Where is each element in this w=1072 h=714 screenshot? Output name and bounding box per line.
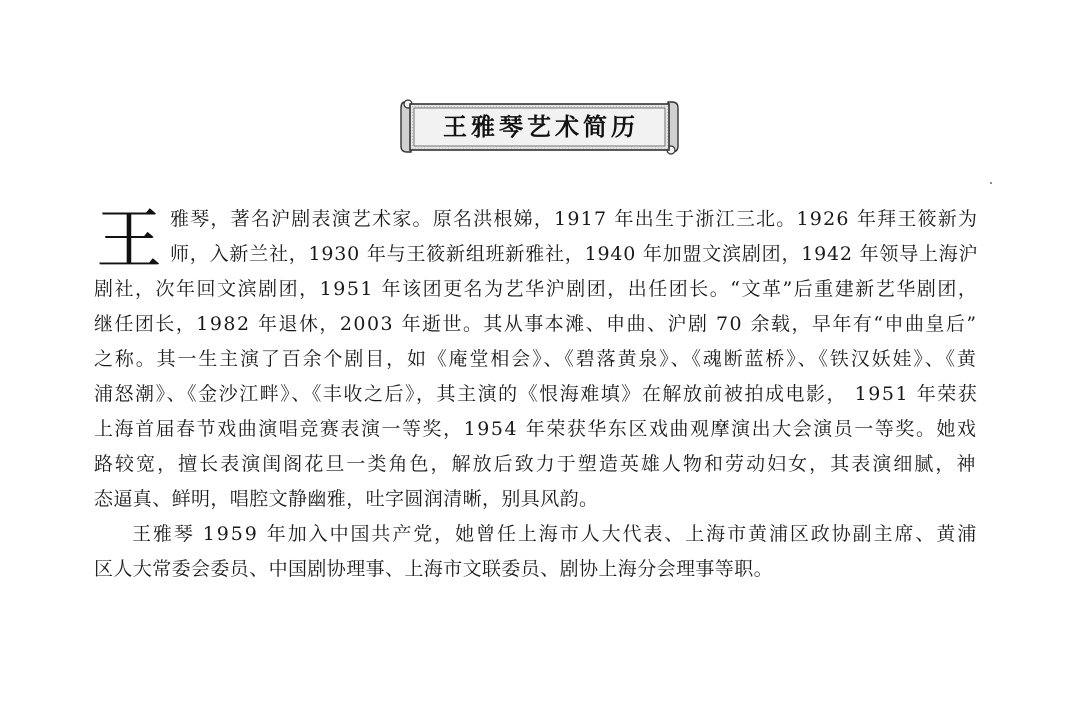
text-line: 之称。其一生主演了百余个剧目，如《庵堂相会》、《碧落黄泉》、《魂断蓝桥》、《铁汉妖娃》、《黄 — [94, 348, 978, 370]
text-line: 路较宽，擅长表演闺阁花旦一类角色，解放后致力于塑造英雄人物和劳动妇女，其表演细腻，神 — [94, 453, 978, 475]
text-line: 区人大常委会委员、中国剧协理事、上海市文联委员、剧协上海分会理事等职。 — [94, 558, 774, 580]
text-line: 态逼真、鲜明，唱腔文静幽雅，吐字圆润清晰，别具风韵。 — [94, 488, 599, 510]
text-line: 浦怒潮》、《金沙江畔》、《丰收之后》，其主演的《恨海难填》在解放前被拍成电影， 1951 年荣获 — [94, 383, 979, 405]
page-title: 王雅琴艺术简历 — [443, 113, 639, 141]
text-line: 师，入新兰社，1930 年与王筱新组班新雅社，1940 年加盟文滨剧团，1942 年领导上海沪 — [170, 243, 979, 265]
text-line: 剧社，次年回文滨剧团，1951 年该团更名为艺华沪剧团，出任团长。“文革”后重建新艺华剧团， — [94, 278, 979, 300]
text-line: 继任团长，1982 年退休，2003 年逝世。其从事本滩、申曲、沪剧 70 余载，早年有“申曲皇后” — [94, 313, 978, 335]
text-line: 雅琴，著名沪剧表演艺术家。原名洪根娣，1917 年出生于浙江三北。1926 年拜王筱新为 — [170, 208, 979, 230]
title-banner — [399, 96, 680, 158]
speck-mark — [990, 182, 992, 184]
drop-cap: 王 — [96, 201, 162, 278]
text-line: 王雅琴 1959 年加入中国共产党，她曾任上海市人大代表、上海市黄浦区政协副主席、黄浦 — [132, 523, 979, 545]
text-line: 上海首届春节戏曲演唱竞赛表演一等奖，1954 年荣获华东区戏曲观摩演出大会演员一等奖。她戏 — [94, 418, 978, 440]
